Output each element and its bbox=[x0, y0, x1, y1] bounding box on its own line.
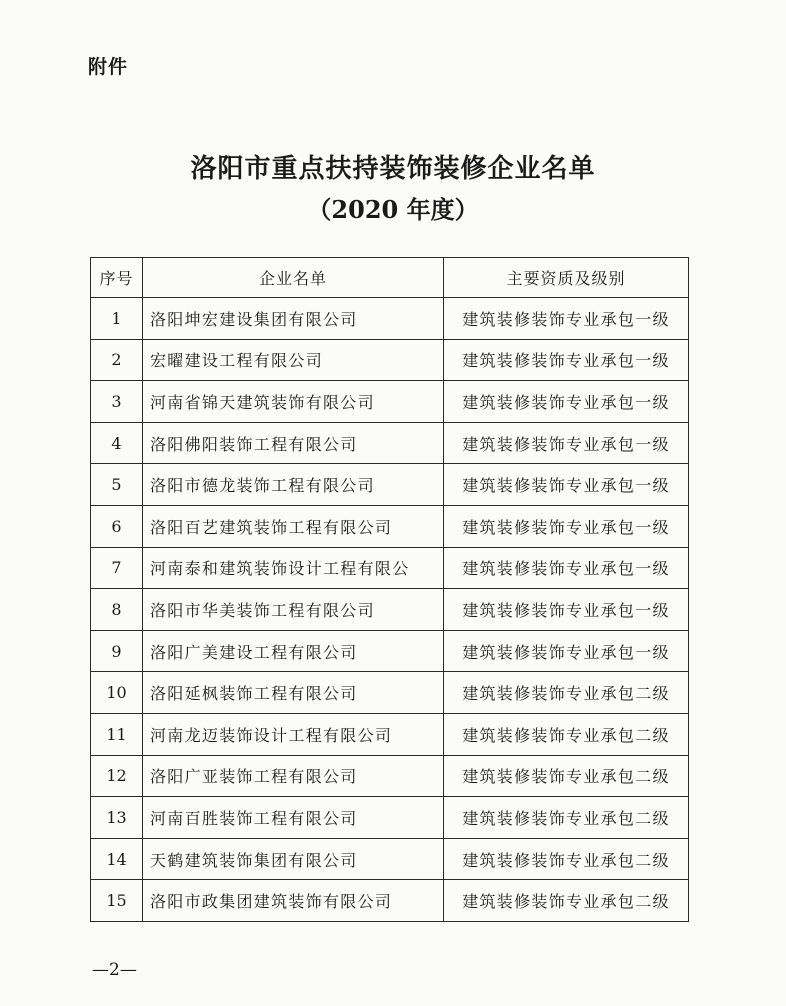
row-qualification: 建筑装修装饰专业承包一级 bbox=[444, 298, 689, 340]
row-seq: 12 bbox=[91, 755, 143, 797]
row-seq: 4 bbox=[91, 422, 143, 464]
row-qualification: 建筑装修装饰专业承包一级 bbox=[444, 505, 689, 547]
row-seq: 15 bbox=[91, 880, 143, 922]
table-row bbox=[91, 464, 689, 506]
row-qualification: 建筑装修装饰专业承包一级 bbox=[444, 464, 689, 506]
row-company-name: 洛阳市政集团建筑装饰有限公司 bbox=[143, 880, 444, 922]
row-seq: 14 bbox=[91, 838, 143, 880]
row-company-name: 河南百胜装饰工程有限公司 bbox=[143, 797, 444, 839]
table-row bbox=[91, 339, 689, 381]
row-company-name: 河南省锦天建筑装饰有限公司 bbox=[143, 381, 444, 423]
row-seq: 13 bbox=[91, 797, 143, 839]
row-company-name: 洛阳佛阳装饰工程有限公司 bbox=[143, 422, 444, 464]
header-company: 企业名单 bbox=[143, 258, 444, 298]
table-row bbox=[91, 630, 689, 672]
row-company-name: 洛阳百艺建筑装饰工程有限公司 bbox=[143, 505, 444, 547]
row-seq: 6 bbox=[91, 505, 143, 547]
row-seq: 10 bbox=[91, 672, 143, 714]
table-header-row bbox=[91, 258, 689, 298]
table-row bbox=[91, 547, 689, 589]
row-qualification: 建筑装修装饰专业承包一级 bbox=[444, 589, 689, 631]
table-row bbox=[91, 505, 689, 547]
document-subtitle: （2020 年度） bbox=[307, 195, 479, 224]
document-title: 洛阳市重点扶持装饰装修企业名单 bbox=[190, 154, 596, 184]
table-row bbox=[91, 797, 689, 839]
row-company-name: 洛阳广美建设工程有限公司 bbox=[143, 630, 444, 672]
attachment-label: 附件 bbox=[88, 56, 129, 78]
row-seq: 5 bbox=[91, 464, 143, 506]
row-company-name: 宏曜建设工程有限公司 bbox=[143, 339, 444, 381]
row-qualification: 建筑装修装饰专业承包一级 bbox=[444, 422, 689, 464]
row-qualification: 建筑装修装饰专业承包二级 bbox=[444, 713, 689, 755]
table-row bbox=[91, 672, 689, 714]
row-seq: 11 bbox=[91, 713, 143, 755]
row-seq: 2 bbox=[91, 339, 143, 381]
row-qualification: 建筑装修装饰专业承包二级 bbox=[444, 838, 689, 880]
table-row bbox=[91, 422, 689, 464]
table-row bbox=[91, 755, 689, 797]
row-seq: 7 bbox=[91, 547, 143, 589]
row-company-name: 河南龙迈装饰设计工程有限公司 bbox=[143, 713, 444, 755]
row-seq: 3 bbox=[91, 381, 143, 423]
table-row bbox=[91, 298, 689, 340]
row-company-name: 河南泰和建筑装饰设计工程有限公 bbox=[143, 547, 444, 589]
enterprise-table bbox=[90, 257, 689, 922]
row-qualification: 建筑装修装饰专业承包一级 bbox=[444, 547, 689, 589]
row-qualification: 建筑装修装饰专业承包一级 bbox=[444, 630, 689, 672]
table-row bbox=[91, 713, 689, 755]
page-number: —2— bbox=[92, 960, 137, 980]
row-company-name: 天鹤建筑装饰集团有限公司 bbox=[143, 838, 444, 880]
row-qualification: 建筑装修装饰专业承包二级 bbox=[444, 672, 689, 714]
header-qualification: 主要资质及级别 bbox=[444, 258, 689, 298]
table-body bbox=[91, 298, 689, 922]
row-qualification: 建筑装修装饰专业承包一级 bbox=[444, 339, 689, 381]
row-seq: 8 bbox=[91, 589, 143, 631]
row-qualification: 建筑装修装饰专业承包二级 bbox=[444, 755, 689, 797]
row-qualification: 建筑装修装饰专业承包二级 bbox=[444, 797, 689, 839]
row-company-name: 洛阳广亚装饰工程有限公司 bbox=[143, 755, 444, 797]
row-seq: 1 bbox=[91, 298, 143, 340]
row-qualification: 建筑装修装饰专业承包一级 bbox=[444, 381, 689, 423]
row-qualification: 建筑装修装饰专业承包二级 bbox=[444, 880, 689, 922]
row-seq: 9 bbox=[91, 630, 143, 672]
row-company-name: 洛阳市德龙装饰工程有限公司 bbox=[143, 464, 444, 506]
table-row bbox=[91, 589, 689, 631]
row-company-name: 洛阳坤宏建设集团有限公司 bbox=[143, 298, 444, 340]
table-row bbox=[91, 381, 689, 423]
table-row bbox=[91, 880, 689, 922]
table-row bbox=[91, 838, 689, 880]
header-seq: 序号 bbox=[91, 258, 143, 298]
row-company-name: 洛阳延枫装饰工程有限公司 bbox=[143, 672, 444, 714]
row-company-name: 洛阳市华美装饰工程有限公司 bbox=[143, 589, 444, 631]
